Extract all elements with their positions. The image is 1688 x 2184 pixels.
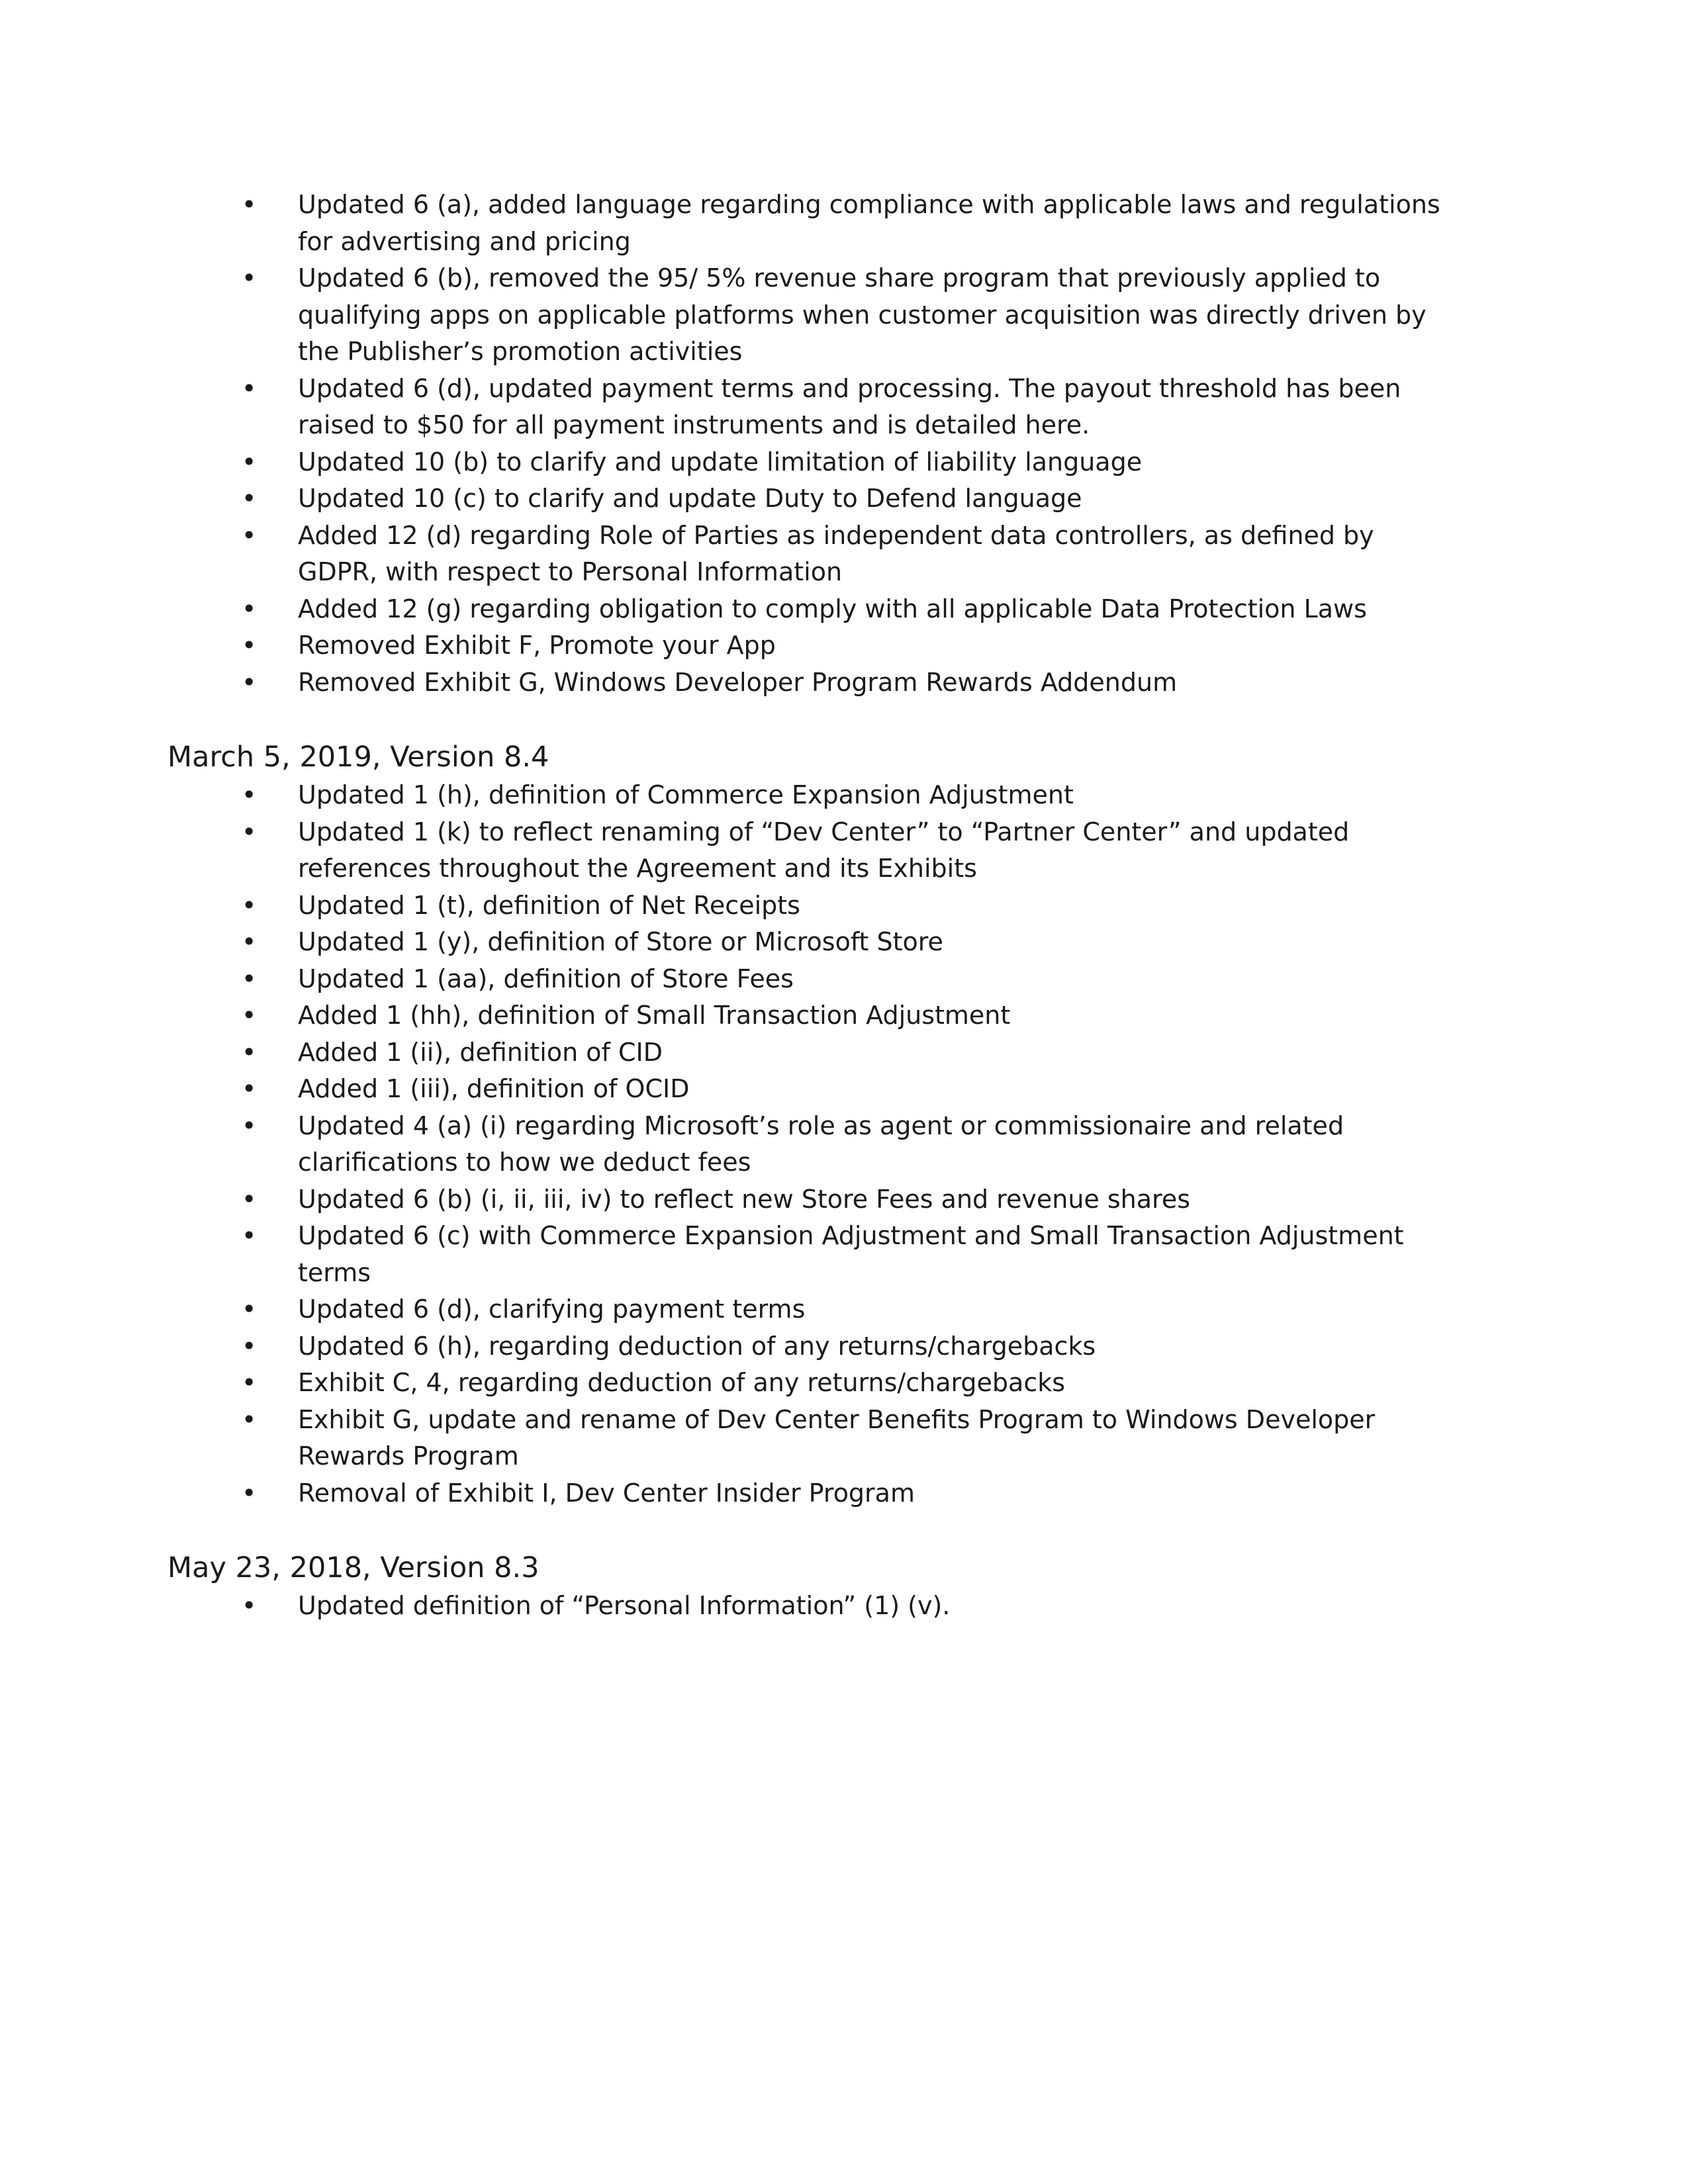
list-item: • Updated 1 (aa), definition of Store Fees: [298, 961, 1450, 998]
list-item: • Updated 4 (a) (i) regarding Microsoft’s role as agent or commissionaire and related clarifications to how we deduct fees: [298, 1108, 1450, 1181]
list-item: • Removed Exhibit F, Promote your App: [298, 627, 1450, 664]
list-item: • Updated 6 (b) (i, ii, iii, iv) to reflect new Store Fees and revenue shares: [298, 1181, 1450, 1218]
list-item: • Updated 6 (d), updated payment terms and processing. The payout threshold has been raised to $50 for all payment instruments and is detailed here.: [298, 371, 1450, 444]
list-item: • Updated 1 (y), definition of Store or Microsoft Store: [298, 924, 1450, 961]
list-item: • Added 1 (ii), definition of CID: [298, 1034, 1450, 1071]
list-item: • Updated 6 (b), removed the 95/ 5% revenue share program that previously applied to qualifying apps on applicable platforms when customer acquisition was directly driven by the Publisher’s promotion activities: [298, 260, 1450, 371]
list-item: • Updated 1 (h), definition of Commerce Expansion Adjustment: [298, 777, 1450, 814]
bullet-list: [0, 187, 1688, 701]
list-item: • Updated 10 (c) to clarify and update Duty to Defend language: [298, 480, 1450, 518]
list-item: • Updated definition of “Personal Information” (1) (v).: [298, 1588, 1450, 1625]
section-heading: May 23, 2018, Version 8.3: [167, 1551, 539, 1584]
list-item: • Added 12 (g) regarding obligation to comply with all applicable Data Protection Laws: [298, 591, 1450, 628]
changelog-section-continued: [0, 187, 1688, 701]
list-item: • Updated 6 (d), clarifying payment terms: [298, 1291, 1450, 1328]
list-item: • Updated 1 (t), definition of Net Receipts: [298, 887, 1450, 925]
changelog-section-version-8-4: [0, 737, 1688, 1512]
list-item: • Exhibit G, update and rename of Dev Center Benefits Program to Windows Developer Rewards Program: [298, 1402, 1450, 1475]
list-item: • Added 12 (d) regarding Role of Parties as independent data controllers, as defined by GDPR, with respect to Personal Information: [298, 518, 1450, 591]
list-item: • Exhibit C, 4, regarding deduction of any returns/chargebacks: [298, 1365, 1450, 1402]
changelog-section-version-8-3: [0, 1548, 1688, 1625]
bullet-list: [0, 1588, 1688, 1625]
list-item: • Removed Exhibit G, Windows Developer Program Rewards Addendum: [298, 664, 1450, 702]
list-item: • Added 1 (iii), definition of OCID: [298, 1071, 1450, 1108]
list-item: • Updated 6 (c) with Commerce Expansion Adjustment and Small Transaction Adjustment terms: [298, 1218, 1450, 1291]
list-item: • Updated 10 (b) to clarify and update limitation of liability language: [298, 444, 1450, 481]
section-heading: March 5, 2019, Version 8.4: [167, 741, 549, 774]
list-item: • Updated 1 (k) to reflect renaming of “Dev Center” to “Partner Center” and updated references throughout the Agreement and its Exhibits: [298, 814, 1450, 887]
list-item: • Added 1 (hh), definition of Small Transaction Adjustment: [298, 997, 1450, 1034]
list-item: • Updated 6 (h), regarding deduction of any returns/chargebacks: [298, 1328, 1450, 1365]
list-item: • Removal of Exhibit I, Dev Center Insider Program: [298, 1475, 1450, 1512]
bullet-list: [0, 777, 1688, 1512]
list-item: • Updated 6 (a), added language regarding compliance with applicable laws and regulations for advertising and pricing: [298, 187, 1450, 260]
